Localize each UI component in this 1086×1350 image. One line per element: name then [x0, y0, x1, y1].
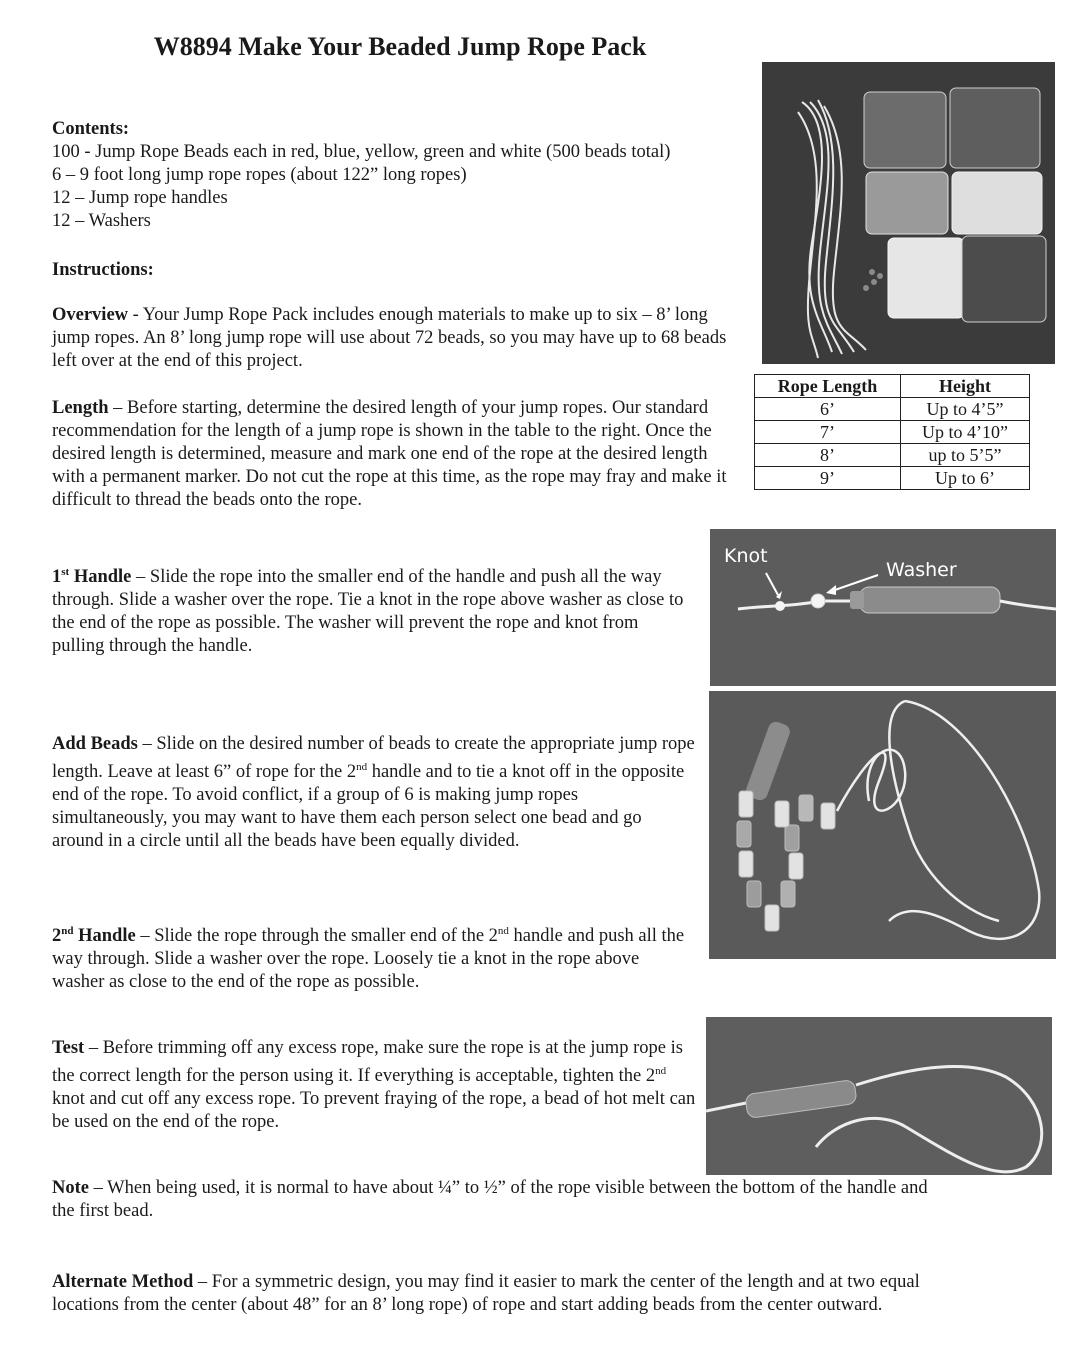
handle1-label-word: Handle [69, 567, 132, 588]
rope-length-table [754, 374, 1030, 490]
note-paragraph [52, 1177, 932, 1223]
length-paragraph [52, 397, 742, 512]
table-cell: 8’ [755, 444, 901, 467]
instructions-heading: Instructions: [52, 260, 154, 280]
handle2-text-continued: handle and push all the way through. Slide a washer over the rope. Loosely tie a knot in the rope above washer as close to the end of the rope as possible. [52, 926, 685, 993]
knot-label: Knot [724, 545, 768, 567]
table-cell: 9’ [755, 467, 901, 490]
add-beads-label: Add Beads [52, 734, 138, 754]
handle1-label [52, 567, 131, 587]
table-cell: Up to 4’10” [900, 421, 1029, 444]
materials-photo [762, 62, 1055, 364]
overview-label: Overview [52, 305, 129, 325]
handle1-label-number: 1 [52, 567, 62, 588]
contents-heading: Contents: [52, 119, 130, 139]
table-cell: 6’ [755, 398, 901, 421]
handle2-label-number: 2 [52, 926, 62, 947]
table-row [755, 421, 1030, 444]
alternate-label: Alternate Method [52, 1272, 194, 1292]
contents-section [52, 118, 752, 233]
handle2-paragraph [52, 920, 692, 994]
handle1-label-suffix: st [61, 566, 70, 578]
handle2-text: – Slide the rope through the smaller end of the 2 [135, 926, 498, 947]
alternate-text: – For a symmetric design, you may find it easier to mark the center of the length and at two equal locations from the center (about 48” for an 8’ long rope) of rope and start adding beads from the center outward. [52, 1272, 920, 1315]
contents-line: 6 – 9 foot long jump rope ropes (about 122” long ropes) [52, 165, 467, 185]
knot-washer-photo [710, 529, 1056, 686]
table-cell: 7’ [755, 421, 901, 444]
contents-line: 100 - Jump Rope Beads each in red, blue, yellow, green and white (500 beads total) [52, 142, 671, 162]
test-label: Test [52, 1038, 85, 1058]
table-row [755, 398, 1030, 421]
note-text: – When being used, it is normal to have about ¼” to ½” of the rope visible between the bottom of the handle and the first bead. [52, 1178, 928, 1221]
test-text-continued: knot and cut off any excess rope. To prevent fraying of the rope, a bead of hot melt can be used on the end of the rope. [52, 1089, 696, 1133]
finished-rope-illustration [706, 1017, 1052, 1175]
length-text: – Before starting, determine the desired length of your jump ropes. Our standard recommendation for the length of a jump rope is shown in the table to the right. Once the desired length is determined, measure and mark one end of the rope at the desired length with a permanent marker. Do not cut the rope at this time, as the rope may fray and make it difficult to thread the beads onto the rope. [52, 398, 727, 510]
table-header: Height [900, 375, 1029, 398]
table-header-row [755, 375, 1030, 398]
table-cell: Up to 6’ [900, 467, 1029, 490]
table-row [755, 467, 1030, 490]
materials-illustration [762, 62, 1055, 364]
table-header: Rope Length [755, 375, 901, 398]
test-paragraph [52, 1037, 697, 1134]
handle2-suffix: nd [497, 925, 509, 937]
table-row [755, 444, 1030, 467]
beaded-rope-photo [709, 691, 1056, 959]
contents-line: 12 – Washers [52, 211, 151, 231]
table-cell: Up to 4’5” [900, 398, 1029, 421]
note-label: Note [52, 1178, 89, 1198]
test-text: – Before trimming off any excess rope, make sure the rope is at the jump rope is the correct length for the person using it. If everything is acceptable, tighten the 2 [52, 1038, 683, 1087]
contents-line: 12 – Jump rope handles [52, 188, 228, 208]
handle1-text: – Slide the rope into the smaller end of the handle and push all the way through. Slide a washer over the rope. Tie a knot in the rope above washer as close to the end of the rope as possible. The washer will prevent the rope and knot from pulling through the handle. [52, 567, 684, 657]
alternate-paragraph [52, 1271, 932, 1317]
handle2-label-suffix: nd [61, 925, 74, 937]
beaded-rope-illustration [709, 691, 1056, 959]
overview-paragraph [52, 304, 747, 373]
overview-text: - Your Jump Rope Pack includes enough materials to make up to six – 8’ long jump ropes. An 8’ long jump rope will use about 72 beads, so you may have up to 68 beads left over at the end of this project. [52, 305, 727, 371]
length-label: Length [52, 398, 109, 418]
table-cell: up to 5’5” [900, 444, 1029, 467]
page-title: W8894 Make Your Beaded Jump Rope Pack [153, 32, 647, 61]
handle2-label [52, 926, 136, 946]
add-beads-suffix: nd [356, 761, 368, 773]
handle1-paragraph [52, 561, 692, 658]
add-beads-paragraph [52, 733, 697, 853]
finished-rope-photo [706, 1017, 1052, 1175]
handle2-label-word: Handle [73, 926, 136, 947]
add-beads-text: – Slide on the desired number of beads to create the appropriate jump rope length. Leave at least 6” of rope for the 2 [52, 734, 695, 783]
test-suffix: nd [655, 1065, 667, 1077]
washer-label: Washer [886, 559, 957, 581]
add-beads-text-continued: handle and to tie a knot off in the opposite end of the rope. To avoid conflict, if a group of 6 is making jump ropes simultaneously, you may want to have them each person select one bead and go around in a circle until all the beads have been equally divided. [52, 762, 685, 852]
